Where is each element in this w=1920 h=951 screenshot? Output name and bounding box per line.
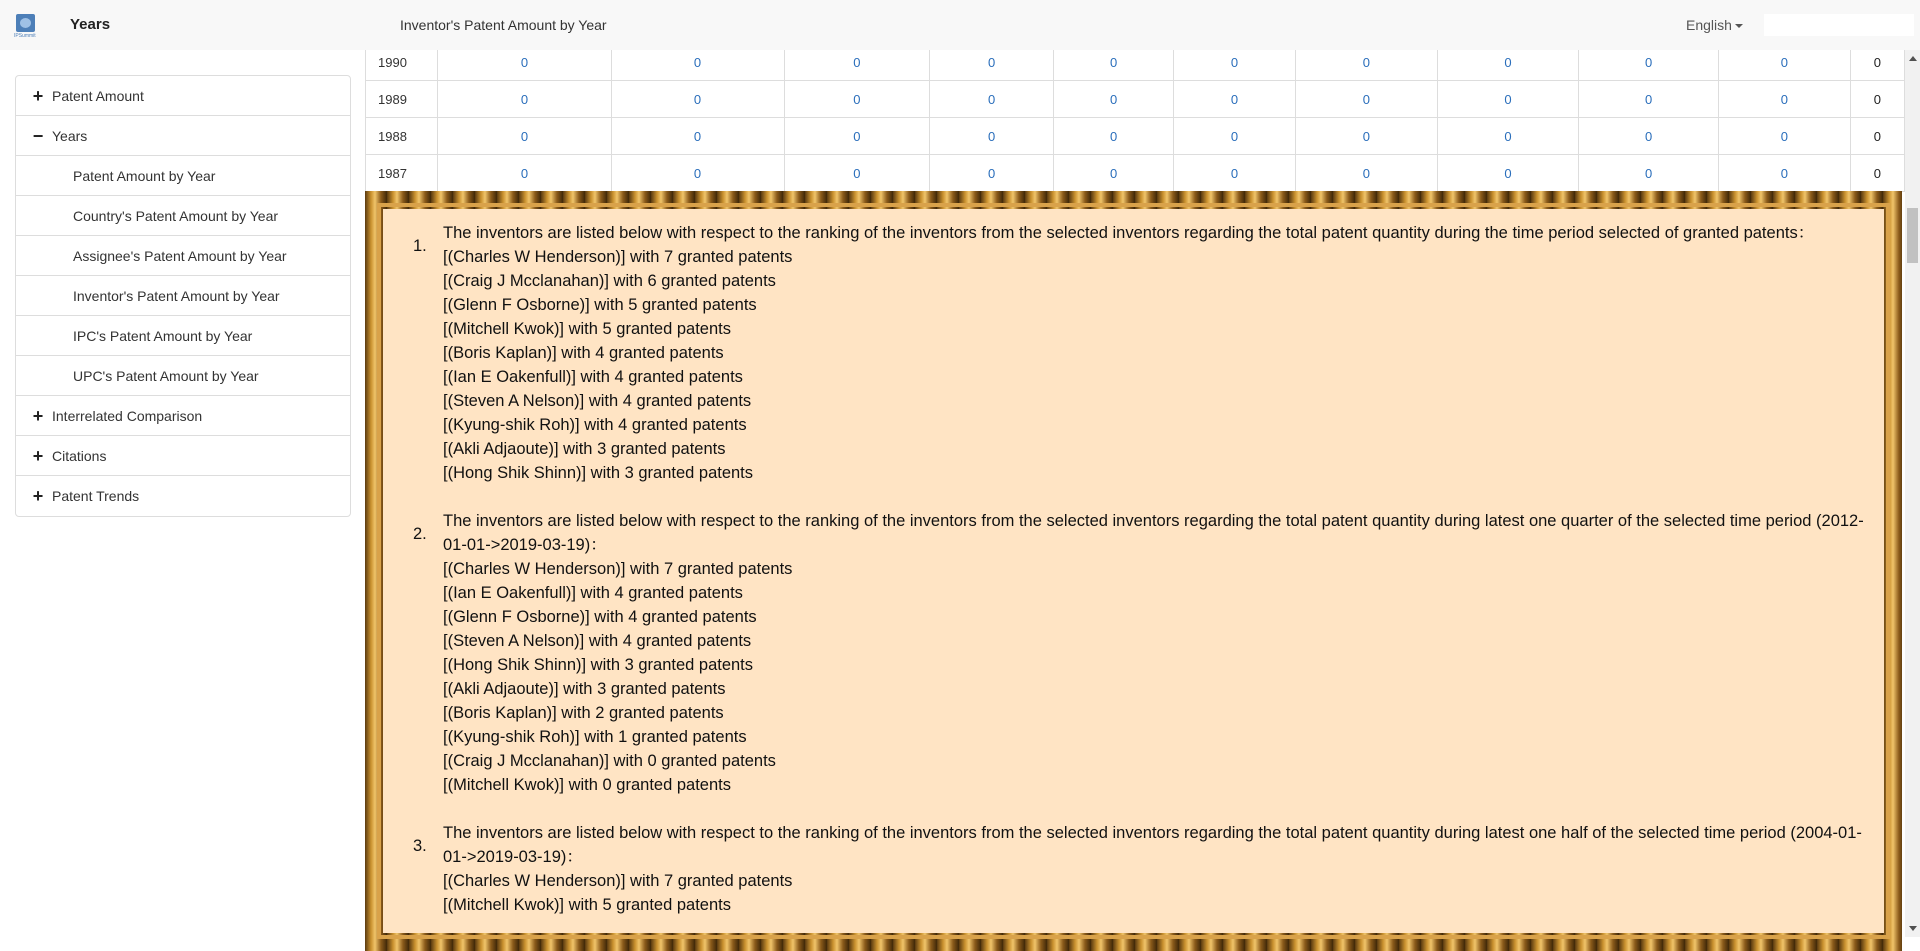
inventor-ranking-line: [(Boris Kaplan)] with 2 granted patents bbox=[443, 704, 724, 722]
caret-down-icon bbox=[1735, 24, 1743, 28]
inventor-ranking-line: [(Craig J Mcclanahan)] with 0 granted patents bbox=[443, 752, 776, 770]
inventor-ranking-line: [(Mitchell Kwok)] with 0 granted patents bbox=[443, 776, 731, 794]
amount-link[interactable]: 0 bbox=[1579, 44, 1719, 81]
patent-amount-table bbox=[365, 43, 1905, 192]
section-number: 3. bbox=[413, 837, 427, 855]
amount-link[interactable]: 0 bbox=[438, 118, 611, 155]
amount-link[interactable]: 0 bbox=[930, 155, 1054, 192]
sidebar-item-label: Patent Trends bbox=[52, 488, 140, 504]
inventor-ranking-line: [(Glenn F Osborne)] with 4 granted patents bbox=[443, 608, 757, 626]
scrollbar-thumb[interactable] bbox=[1907, 208, 1918, 263]
inventor-ranking-line: [(Boris Kaplan)] with 4 granted patents bbox=[443, 344, 724, 362]
analysis-panel bbox=[365, 191, 1902, 951]
language-dropdown[interactable] bbox=[1686, 17, 1743, 33]
sidebar-menu bbox=[15, 75, 351, 517]
sidebar-item-label: Patent Amount by Year bbox=[73, 167, 216, 184]
inventor-ranking-line: [(Glenn F Osborne)] with 5 granted patents bbox=[443, 296, 757, 314]
sidebar-item[interactable] bbox=[16, 156, 350, 196]
amount-link[interactable]: 0 bbox=[1174, 155, 1296, 192]
table-row bbox=[366, 81, 1905, 118]
amount-link[interactable]: 0 bbox=[438, 44, 611, 81]
amount-link[interactable]: 0 bbox=[1296, 118, 1438, 155]
scroll-up-icon[interactable] bbox=[1909, 56, 1917, 61]
inventor-ranking-line: [(Craig J Mcclanahan)] with 6 granted patents bbox=[443, 272, 776, 290]
amount-link[interactable]: 0 bbox=[1054, 44, 1174, 81]
minus-icon: − bbox=[32, 125, 44, 146]
logo-icon[interactable]: IPSummit bbox=[14, 14, 38, 40]
sidebar-item-label: Country's Patent Amount by Year bbox=[73, 207, 279, 224]
total-cell: 0 bbox=[1850, 44, 1904, 81]
amount-link[interactable]: 0 bbox=[1174, 81, 1296, 118]
amount-link[interactable]: 0 bbox=[1437, 155, 1579, 192]
amount-link[interactable]: 0 bbox=[930, 44, 1054, 81]
amount-link[interactable]: 0 bbox=[1718, 81, 1850, 118]
scroll-down-icon[interactable] bbox=[1909, 926, 1917, 931]
amount-link[interactable]: 0 bbox=[784, 44, 930, 81]
analysis-text bbox=[413, 221, 1870, 941]
analysis-section bbox=[413, 821, 1870, 917]
amount-link[interactable]: 0 bbox=[611, 81, 784, 118]
amount-link[interactable]: 0 bbox=[611, 155, 784, 192]
section-number: 1. bbox=[413, 237, 427, 255]
sidebar-item[interactable] bbox=[16, 356, 350, 396]
amount-link[interactable]: 0 bbox=[1579, 81, 1719, 118]
sidebar-item[interactable] bbox=[16, 196, 350, 236]
sidebar-item-label: Citations bbox=[52, 447, 107, 464]
inventor-ranking-line: [(Steven A Nelson)] with 4 granted patents bbox=[443, 392, 752, 410]
amount-link[interactable]: 0 bbox=[1718, 44, 1850, 81]
amount-link[interactable]: 0 bbox=[784, 155, 930, 192]
amount-link[interactable]: 0 bbox=[1054, 81, 1174, 118]
amount-link[interactable]: 0 bbox=[1296, 44, 1438, 81]
amount-link[interactable]: 0 bbox=[1437, 118, 1579, 155]
inventor-ranking-line: [(Mitchell Kwok)] with 5 granted patents bbox=[443, 320, 731, 338]
amount-link[interactable]: 0 bbox=[611, 118, 784, 155]
table-row bbox=[366, 118, 1905, 155]
sidebar-item-label: Years bbox=[52, 127, 88, 144]
sidebar-item[interactable] bbox=[16, 436, 350, 476]
sidebar-item[interactable] bbox=[16, 236, 350, 276]
inventor-ranking-line: [(Akli Adjaoute)] with 3 granted patents bbox=[443, 440, 726, 458]
sidebar-item-label: Patent Amount bbox=[52, 87, 144, 104]
inventor-ranking-line: [(Kyung-shik Roh)] with 1 granted patents bbox=[443, 728, 747, 746]
inventor-ranking-line: [(Mitchell Kwok)] with 5 granted patents bbox=[443, 896, 731, 914]
amount-link[interactable]: 0 bbox=[1437, 81, 1579, 118]
sidebar-item-label: UPC's Patent Amount by Year bbox=[73, 367, 259, 384]
inventor-ranking-line: [(Akli Adjaoute)] with 3 granted patents bbox=[443, 680, 726, 698]
analysis-section bbox=[413, 509, 1870, 797]
amount-link[interactable]: 0 bbox=[1296, 155, 1438, 192]
sidebar-item-label: Assignee's Patent Amount by Year bbox=[73, 247, 287, 264]
amount-link[interactable]: 0 bbox=[1174, 44, 1296, 81]
amount-link[interactable]: 0 bbox=[1437, 44, 1579, 81]
page-scrollbar[interactable] bbox=[1905, 50, 1920, 937]
plus-icon: + bbox=[32, 85, 44, 106]
section-intro: The inventors are listed below with respect to the ranking of the inventors from the selected inventors regarding the total patent quantity during latest one half of the selected time period (2004-01-01->2019-03-19)： bbox=[443, 824, 1862, 866]
section-number: 2. bbox=[413, 525, 427, 543]
section-intro: The inventors are listed below with respect to the ranking of the inventors from the selected inventors regarding the total patent quantity during latest one quarter of the selected time period (2012-01-01->2019-03-19)： bbox=[443, 512, 1864, 554]
amount-link[interactable]: 0 bbox=[930, 81, 1054, 118]
top-navbar bbox=[0, 0, 1920, 50]
amount-link[interactable]: 0 bbox=[438, 155, 611, 192]
amount-link[interactable]: 0 bbox=[1296, 81, 1438, 118]
table-row bbox=[366, 155, 1905, 192]
sidebar-item[interactable] bbox=[16, 316, 350, 356]
inventor-ranking-line: [(Charles W Henderson)] with 7 granted patents bbox=[443, 872, 793, 890]
inventor-ranking-line: [(Ian E Oakenfull)] with 4 granted patents bbox=[443, 368, 743, 386]
sidebar-item[interactable] bbox=[16, 76, 350, 116]
sidebar-item[interactable] bbox=[16, 276, 350, 316]
inventor-ranking-line: [(Ian E Oakenfull)] with 4 granted patents bbox=[443, 584, 743, 602]
amount-link[interactable]: 0 bbox=[438, 81, 611, 118]
plus-icon: + bbox=[32, 486, 44, 506]
plus-icon: + bbox=[32, 445, 44, 466]
amount-link[interactable]: 0 bbox=[1174, 118, 1296, 155]
amount-link[interactable]: 0 bbox=[784, 81, 930, 118]
sidebar-item-label: IPC's Patent Amount by Year bbox=[73, 327, 253, 344]
inventor-ranking-line: [(Steven A Nelson)] with 4 granted patents bbox=[443, 632, 752, 650]
amount-link[interactable]: 0 bbox=[1718, 118, 1850, 155]
inventor-ranking-line: [(Hong Shik Shinn)] with 3 granted patents bbox=[443, 656, 754, 674]
amount-link[interactable]: 0 bbox=[611, 44, 784, 81]
amount-link[interactable]: 0 bbox=[930, 118, 1054, 155]
sidebar-item[interactable] bbox=[16, 116, 350, 156]
year-cell: 1990 bbox=[366, 44, 438, 81]
total-cell: 0 bbox=[1850, 81, 1904, 118]
year-cell: 1987 bbox=[366, 155, 438, 192]
language-label: English bbox=[1686, 17, 1732, 33]
plus-icon: + bbox=[32, 405, 44, 426]
year-cell: 1988 bbox=[366, 118, 438, 155]
section-intro: The inventors are listed below with respect to the ranking of the inventors from the selected inventors regarding the total patent quantity during the time period selected of granted patents： bbox=[443, 224, 1815, 242]
analysis-section bbox=[413, 221, 1870, 485]
sidebar-item-label: Interrelated Comparison bbox=[52, 407, 203, 424]
amount-link[interactable]: 0 bbox=[784, 118, 930, 155]
year-cell: 1989 bbox=[366, 81, 438, 118]
page-title: Inventor's Patent Amount by Year bbox=[400, 17, 607, 33]
sidebar-item-label: Inventor's Patent Amount by Year bbox=[73, 287, 280, 304]
inventor-ranking-line: [(Charles W Henderson)] with 7 granted patents bbox=[443, 560, 793, 578]
inventor-ranking-line: [(Charles W Henderson)] with 7 granted patents bbox=[443, 248, 793, 266]
sidebar-item[interactable] bbox=[16, 476, 350, 516]
amount-link[interactable]: 0 bbox=[1054, 118, 1174, 155]
amount-link[interactable]: 0 bbox=[1054, 155, 1174, 192]
total-cell: 0 bbox=[1850, 118, 1904, 155]
sidebar-item[interactable] bbox=[16, 396, 350, 436]
amount-link[interactable]: 0 bbox=[1718, 155, 1850, 192]
inventor-ranking-line: [(Hong Shik Shinn)] with 3 granted patents bbox=[443, 464, 754, 482]
amount-link[interactable]: 0 bbox=[1579, 155, 1719, 192]
amount-link[interactable]: 0 bbox=[1579, 118, 1719, 155]
search-input[interactable] bbox=[1764, 14, 1914, 36]
inventor-ranking-line: [(Kyung-shik Roh)] with 4 granted patents bbox=[443, 416, 747, 434]
total-cell: 0 bbox=[1850, 155, 1904, 192]
navbar-brand[interactable]: Years bbox=[70, 16, 111, 33]
